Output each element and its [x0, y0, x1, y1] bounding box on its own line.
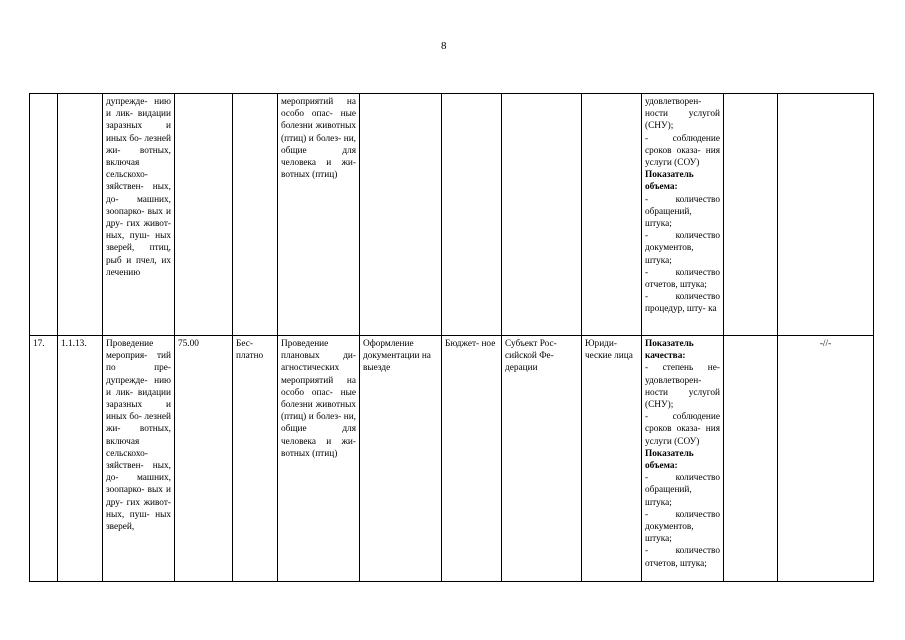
table-row [30, 94, 874, 336]
consumers-cell [582, 94, 642, 336]
registry-code-cell: 1.1.13. [58, 336, 103, 582]
indicator-line: - количество отчетов, штука; [645, 267, 720, 291]
founder-cell [502, 94, 582, 336]
indicator-heading: Показатель объема: [645, 170, 694, 193]
extra-cell-1 [724, 94, 778, 336]
row-number-cell: 17. [30, 336, 58, 582]
result-form-cell [360, 94, 442, 336]
registry-code-cell [58, 94, 103, 336]
result-form-cell: Оформление документации на выезде [360, 336, 442, 582]
payment-cell [233, 94, 278, 336]
price-cell [175, 94, 233, 336]
indicator-heading: Показатель качества: [645, 339, 694, 362]
extra-cell-1 [724, 336, 778, 582]
indicator-line: - степень не- удовлетворен- ности услугой (СНУ); [645, 363, 720, 411]
indicator-line: - соблюдение сроков оказа- ния услуги (СОУ) [645, 412, 720, 447]
indicators-cell [642, 94, 724, 336]
indicator-line: - количество обращений, штука; [645, 473, 720, 508]
indicators-cell [642, 336, 724, 582]
extra-cell-2: -//- [778, 336, 874, 582]
indicator-line: - соблюдение сроков оказа- ния услуги (СОУ) [645, 133, 720, 169]
extra-cell-2 [778, 94, 874, 336]
service-name-cell: дупрежде- нию и лик- видации заразных и иных бо- лезней жи- вотных, включая сельскохо- зяйствен- ных, до- машних, зоопарко- вых и дру- гих живот- ных, пуш- ных зверей, птиц, рыб и пчел, их лечению [103, 94, 175, 336]
table-row [30, 336, 874, 582]
indicator-line: - количество отчетов, штука; [645, 546, 720, 569]
price-cell: 75.00 [175, 336, 233, 582]
indicator-heading: Показатель объема: [645, 448, 694, 472]
service-content-cell: мероприятий на особо опас- ные болезни животных (птиц) и болез- ни, общие для человека и жи- вотных (птиц) [278, 94, 360, 336]
financing-cell: Бюджет- ное [442, 336, 502, 582]
indicator-line: - количество документов, штука; [645, 231, 720, 266]
indicator-line: - количество документов, штука; [645, 509, 720, 545]
indicator-line: - количество обращений, штука; [645, 194, 720, 230]
indicator-line: - количество процедур, шту- ка [645, 292, 720, 315]
row-number-cell [30, 94, 58, 336]
service-name-cell: Проведение мероприя- тий по пре- дупрежде- нию и лик- видации заразных и иных бо- лезней жи- вотных, включая сельскохо- зяйствен- ных, до- машних, зоопарко- вых и дру- гих живот- ных, пуш- ных зверей, [103, 336, 175, 582]
indicator-line: удовлетворен- ности услугой (СНУ); [645, 97, 720, 132]
founder-cell: Субъект Рос- сийской Фе- дерации [502, 336, 582, 582]
page-number: 8 [441, 40, 447, 52]
consumers-cell: Юриди- ческие лица [582, 336, 642, 582]
services-table [29, 93, 874, 582]
financing-cell [442, 94, 502, 336]
payment-cell: Бес- платно [233, 336, 278, 582]
service-content-cell: Проведение плановых ди- агностических мероприятий на особо опас- ные болезни животных (птиц) и болез- ни, общие для человека и жи- вотных (птиц) [278, 336, 360, 582]
